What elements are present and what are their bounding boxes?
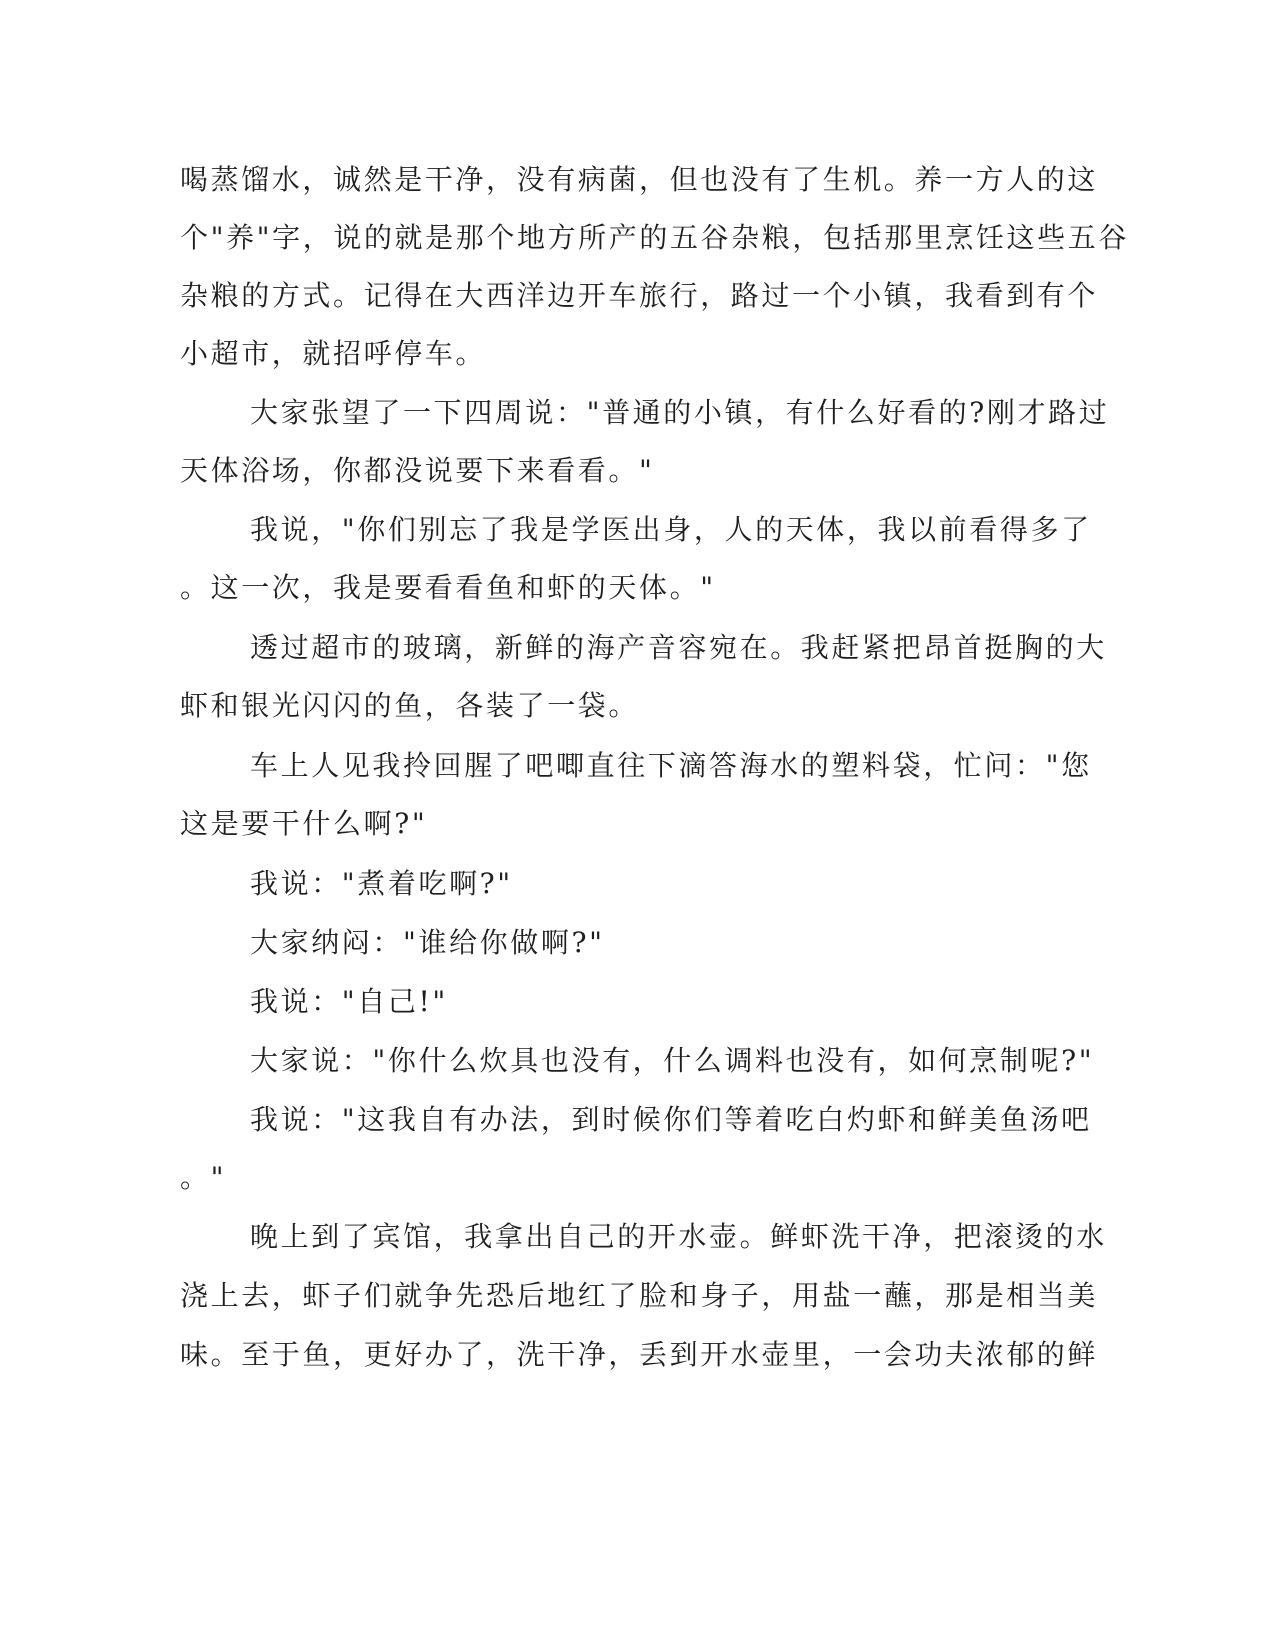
- text-line: 个"养"字，说的就是那个地方所产的五谷杂粮，包括那里烹饪这些五谷: [180, 221, 1129, 254]
- text-line: 我说："这我自有办法，到时候你们等着吃白灼虾和鲜美鱼汤吧: [250, 1103, 1092, 1136]
- text-line: 车上人见我拎回腥了吧唧直往下滴答海水的塑料袋，忙问："您: [250, 749, 1092, 782]
- text-line: 杂粮的方式。记得在大西洋边开车旅行，路过一个小镇，我看到有个: [180, 279, 1099, 312]
- text-line: 浇上去，虾子们就争先恐后地红了脸和身子，用盐一蘸，那是相当美: [180, 1279, 1099, 1312]
- text-line: 我说："自己!": [250, 985, 448, 1018]
- text-line: 天体浴场，你都没说要下来看看。": [180, 454, 655, 487]
- text-line: 虾和银光闪闪的鱼，各装了一袋。: [180, 689, 640, 722]
- text-line: 我说："煮着吃啊?": [250, 867, 513, 900]
- text-line: 。这一次，我是要看看鱼和虾的天体。": [180, 571, 716, 604]
- text-line: 晚上到了宾馆，我拿出自己的开水壶。鲜虾洗干净，把滚烫的水: [250, 1220, 1107, 1253]
- text-line: 透过超市的玻璃，新鲜的海产音容宛在。我赶紧把昂首挺胸的大: [250, 631, 1107, 664]
- text-line: 大家张望了一下四周说："普通的小镇，有什么好看的?刚才路过: [250, 396, 1110, 429]
- text-line: 我说，"你们别忘了我是学医出身，人的天体，我以前看得多了: [250, 513, 1092, 546]
- text-line: 。": [180, 1161, 227, 1194]
- text-line: 这是要干什么啊?": [180, 807, 428, 840]
- text-line: 小超市，就招呼停车。: [180, 337, 487, 370]
- text-line: 大家说："你什么炊具也没有，什么调料也没有，如何烹制呢?": [250, 1044, 1095, 1077]
- text-line: 大家纳闷："谁给你做啊?": [250, 926, 605, 959]
- text-line: 喝蒸馏水，诚然是干净，没有病菌，但也没有了生机。养一方人的这: [180, 163, 1099, 196]
- text-line: 味。至于鱼，更好办了，洗干净，丢到开水壶里，一会功夫浓郁的鲜: [180, 1338, 1099, 1371]
